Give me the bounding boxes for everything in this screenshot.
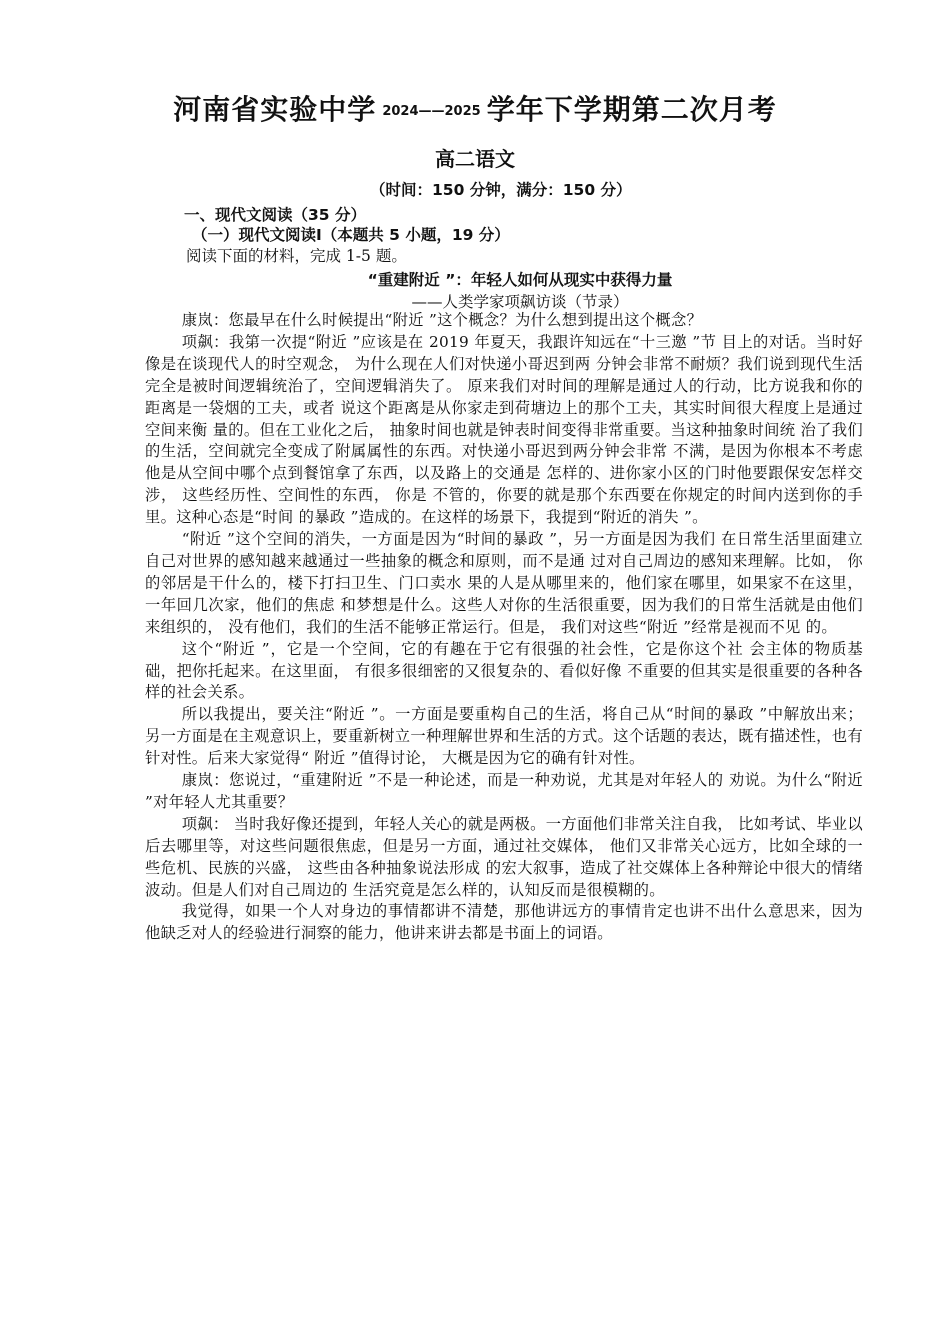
paragraph: 项飙：我第一次提“附近 ”应该是在 2019 年夏天，我跟许知远在“十三邀 ”节 目上的对话。当时好像是在谈现代人的时空观念， 为什么现在人们对快递小哥迟到两 分钟会非常不耐烦？我们说到现代生活完全是被时间逻辑统治了，空间逻辑消失了。 原来我们对时间的理解是通过人的行动，比方说我和你的距离是一袋烟的工夫，或者 说这个距离是从你家走到荷塘边上的那个工夫，其实时间很大程度上是通过空间来衡 量的。但在工业化之后， 抽象时间也就是钟表时间变得非常重要。当这种抽象时间统 治了我们的生活，空间就完全变成了附属属性的东西。对快递小哥迟到两分钟会非常 不满，是因为你根本不考虑他是从空间中哪个点到餐馆拿了东西，以及路上的交通是 怎样的、进你家小区的门时他要跟保安怎样交涉， 这些经历性、空间性的东西， 你是 不管的，你要的就是那个东西要在你规定的时间内送到你的手里。这种心态是“时间 的暴政 ”造成的。在这样的场景下，我提到“附近的消失 ”。 <box>145 332 863 527</box>
exam-title <box>0 88 950 128</box>
paragraph: 康岚：您说过，“重建附近 ”不是一种论述，而是一种劝说，尤其是对年轻人的 劝说。为什么“附近 ”对年轻人尤其重要？ <box>145 771 863 811</box>
paragraph: “附近 ”这个空间的消失，一方面是因为“时间的暴政 ”，另一方面是因为我们 在日常生活里面建立自己对世界的感知越来越通过一些抽象的概念和原则，而不是通 过对自己周边的感知来理解。比如， 你的邻居是干什么的，楼下打扫卫生、门口卖水 果的人是从哪里来的，他们家在哪里，如果家不在这里，一年回几次家，他们的焦虑 和梦想是什么。这些人对你的生活很重要，因为我们的日常生活就是由他们来组织的， 没有他们，我们的生活不能够正常运行。但是， 我们对这些“附近 ”经常是视而不见 的。 <box>145 530 863 636</box>
exam-time-info: （时间：150 分钟，满分：150 分） <box>370 181 632 199</box>
paragraph: 这个“附近 ”，它是一个空间，它的有趣在于它有很强的社会性，它是你这个社 会主体的物质基础，把你托起来。在这里面， 有很多很细密的又很复杂的、看似好像 不重要的但其实是很重要的各种各样的社会关系。 <box>145 639 863 702</box>
exam-subject: 高二语文 <box>435 147 515 171</box>
paragraph: 康岚：您最早在什么时候提出“附近 ”这个概念？为什么想到提出这个概念？ <box>181 311 703 329</box>
title-years: 2024——2025 <box>382 103 481 119</box>
section-subheading: （一）现代文阅读Ⅰ（本题共 5 小题，19 分） <box>192 226 510 244</box>
reading-instruction: 阅读下面的材料，完成 1-5 题。 <box>186 247 407 265</box>
paragraph: 项飙： 当时我好像还提到，年轻人关心的就是两极。一方面他们非常关注自我， 比如考试、毕业以后去哪里等，对这些问题很焦虑，但是另一方面，通过社交媒体， 他们又非常关心远方，比如全球的一些危机、民族的兴盛， 这些由各种抽象说法形成 的宏大叙事，造成了社交媒体上各种辩论中很大的情绪波动。但是人们对自己周边的 生活究竟是怎么样的，认知反而是很模糊的。 <box>145 814 863 899</box>
paragraph: 我觉得，如果一个人对身边的事情都讲不清楚，那他讲远方的事情肯定也讲不出什么意思来，因为他缺乏对人的经验进行洞察的能力，他讲来讲去都是书面上的词语。 <box>145 902 863 943</box>
title-school: 河南省实验中学 <box>173 93 377 126</box>
article-title: “重建附近 ”：年轻人如何从现实中获得力量 <box>367 271 673 289</box>
article-body <box>145 310 863 945</box>
paragraph: 所以我提出，要关注“附近 ”。一方面是要重构自己的生活，将自己从“时间的暴政 ”中解放出来；另一方面是在主观意识上，要重新树立一种理解世界和生活的方式。这个话题的表达，既有描述性，也有针对性。后来大家觉得“ 附近 ”值得讨论， 大概是因为它的确有针对性。 <box>145 705 863 768</box>
section-heading: 一、现代文阅读（35 分） <box>184 206 366 224</box>
title-term: 学年下学期第二次月考 <box>486 93 777 126</box>
article-subtitle: ——人类学家项飙访谈（节录） <box>411 293 629 311</box>
